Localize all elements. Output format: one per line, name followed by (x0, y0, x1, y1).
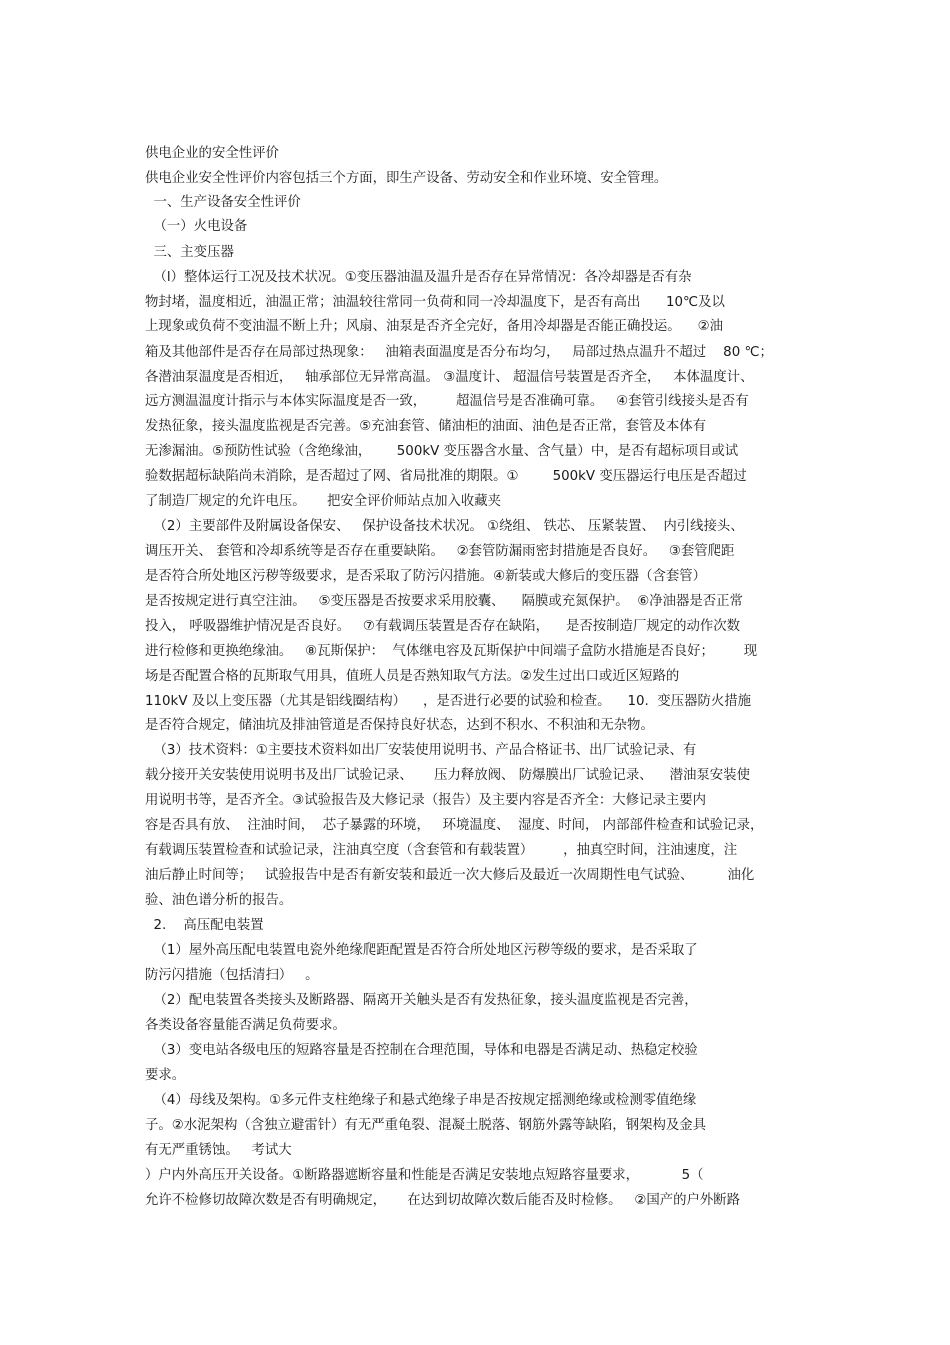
text-line: 进行检修和更换绝缘油。 ⑧瓦斯保护： 气体继电容及瓦斯保护中间端子盒防水措施是否良好； 现 (145, 644, 758, 659)
text-line: 远方测温温度计指示与本体实际温度是否一致， 超温信号是否准确可靠。 ④套管引线接头是否有 (145, 394, 749, 409)
section-heading: 一、生产设备安全性评价 (145, 195, 301, 210)
text-line: 有载调压装置检查和试验记录，注油真空度（含套管和有载装置） ，抽真空时间，注油速度，注 (145, 843, 738, 858)
text-line: 是否符合所处地区污秽等级要求，是否采取了防污闪措施。④新装或大修后的变压器（含套管） (145, 569, 707, 584)
section-heading: （一）火电设备 (145, 219, 248, 234)
text-line: 要求。 (145, 1068, 186, 1083)
text-line: （4）母线及架构。①多元件支柱绝缘子和悬式绝缘子串是否按规定摇测绝缘或检测零值绝缘 (145, 1093, 697, 1108)
text-line: 用说明书等，是否齐全。③试验报告及大修记录（报告）及主要内容是否齐全：大修记录主要内 (145, 793, 707, 808)
text-line: （2）配电装置各类接头及断路器、隔离开关触头是否有发热征象，接头温度监视是否完善， (145, 993, 698, 1008)
text-line: 有无严重锈蚀。 考试大 (145, 1143, 292, 1158)
text-line: 无渗漏油。⑤预防性试验（含绝缘油， 500kV 变压器含水量、含气量）中，是否有超标项目或试 (145, 444, 739, 459)
section-heading: 三、主变压器 (145, 245, 234, 260)
text-line: 子。②水泥架构（含独立避雷针）有无严重龟裂、混凝土脱落、钢筋外露等缺陷，钢架构及金具 (145, 1118, 707, 1133)
text-line: 箱及其他部件是否存在局部过热现象： 油箱表面温度是否分布均匀， 局部过热点温升不超过 80 ℃； (145, 345, 773, 360)
text-line: （3）变电站各级电压的短路容量是否控制在合理范围，导体和电器是否满足动、热稳定校验 (145, 1043, 698, 1058)
text-line: 是否符合规定，储油坑及排油管道是否保持良好状态，达到不积水、不积油和无杂物。 (145, 718, 654, 733)
text-line: （1）屋外高压配电装置电瓷外绝缘爬距配置是否符合所处地区污秽等级的要求，是否采取了 (145, 943, 698, 958)
text-line: （3）技术资料：①主要技术资料如出厂安装使用说明书、产品合格证书、出厂试验记录、有 (145, 743, 697, 758)
text-line: 场是否配置合格的瓦斯取气用具，值班人员是否熟知取气方法。②发生过出口或近区短路的 (145, 669, 680, 684)
text-line: 物封堵，温度相近，油温正常；油温较往常同一负荷和同一冷却温度下，是否有高出 10℃及以 (145, 295, 725, 310)
text-line: 验、油色谱分析的报告。 (145, 893, 293, 908)
text-line: 上现象或负荷不变油温不断上升；风扇、油泵是否齐全完好，备用冷却器是否能正确投运。 ②油 (145, 319, 724, 334)
text-line: 各潜油泵温度是否相近， 轴承部位无异常高温。 ③温度计、 超温信号装置是否齐全， 本体温度计、 (145, 370, 754, 385)
text-line: 容是否具有放、 注油时间， 芯子暴露的环境， 环境温度、 湿度、时间， 内部部件检查和试验记录， (145, 818, 764, 833)
text-line: 110kV 及以上变压器（尤其是铝线圈结构） ，是否进行必要的试验和检查。 10. 变压器防火措施 (145, 694, 752, 709)
text-line: 是否按规定进行真空注油。 ⑤变压器是否按要求采用胶囊、 隔膜或充氮保护。 ⑥净油器是否正常 (145, 594, 743, 609)
text-line: 供电企业安全性评价内容包括三个方面，即生产设备、劳动安全和作业环境、安全管理。 (145, 171, 668, 186)
text-line: 允许不检修切故障次数是否有明确规定， 在达到切故障次数后能否及时检修。 ②国产的户外断路 (145, 1193, 741, 1208)
document-title: 供电企业的安全性评价 (145, 146, 279, 161)
text-line: 投入， 呼吸器维护情况是否良好。 ⑦有载调压装置是否存在缺陷， 是否按制造厂规定的动作次数 (145, 619, 741, 634)
text-line: 验数据超标缺陷尚未消除，是否超过了网、省局批准的期限。① 500kV 变压器运行电压是否超过 (145, 469, 747, 484)
text-line: （2）主要部件及附属设备保安、 保护设备技术状况。 ①绕组、 铁芯、 压紧装置、 内引线接头、 (145, 519, 744, 534)
text-line: 发热征象，接头温度监视是否完善。⑤充油套管、储油柜的油面、油色是否正常，套管及本体有 (145, 419, 707, 434)
text-line: ）户内外高压开关设备。①断路器遮断容量和性能是否满足安装地点短路容量要求， 5（ (145, 1168, 704, 1183)
text-line: 各类设备容量能否满足负荷要求。 (145, 1018, 346, 1033)
text-line: 调压开关、 套管和冷却系统等是否存在重要缺陷。 ②套管防漏雨密封措施是否良好。 ③套管爬距 (145, 544, 735, 559)
text-line: 防污闪措施（包括清扫） 。 (145, 968, 319, 983)
text-line: （l）整体运行工况及技术状况。①变压器油温及温升是否存在异常情况：各冷却器是否有杂 (145, 270, 692, 285)
text-line: 了制造厂规定的允许电压。 把安全评价师站点加入收藏夹 (145, 494, 502, 509)
text-line: 载分接开关安装使用说明书及出厂试验记录、 压力释放阀、 防爆膜出厂试验记录、 潜油泵安装使 (145, 768, 750, 783)
section-heading: 2. 高压配电装置 (145, 918, 264, 933)
text-line: 油后静止时间等； 试验报告中是否有新安装和最近一次大修后及最近一次周期性电气试验、 油化 (145, 868, 755, 883)
